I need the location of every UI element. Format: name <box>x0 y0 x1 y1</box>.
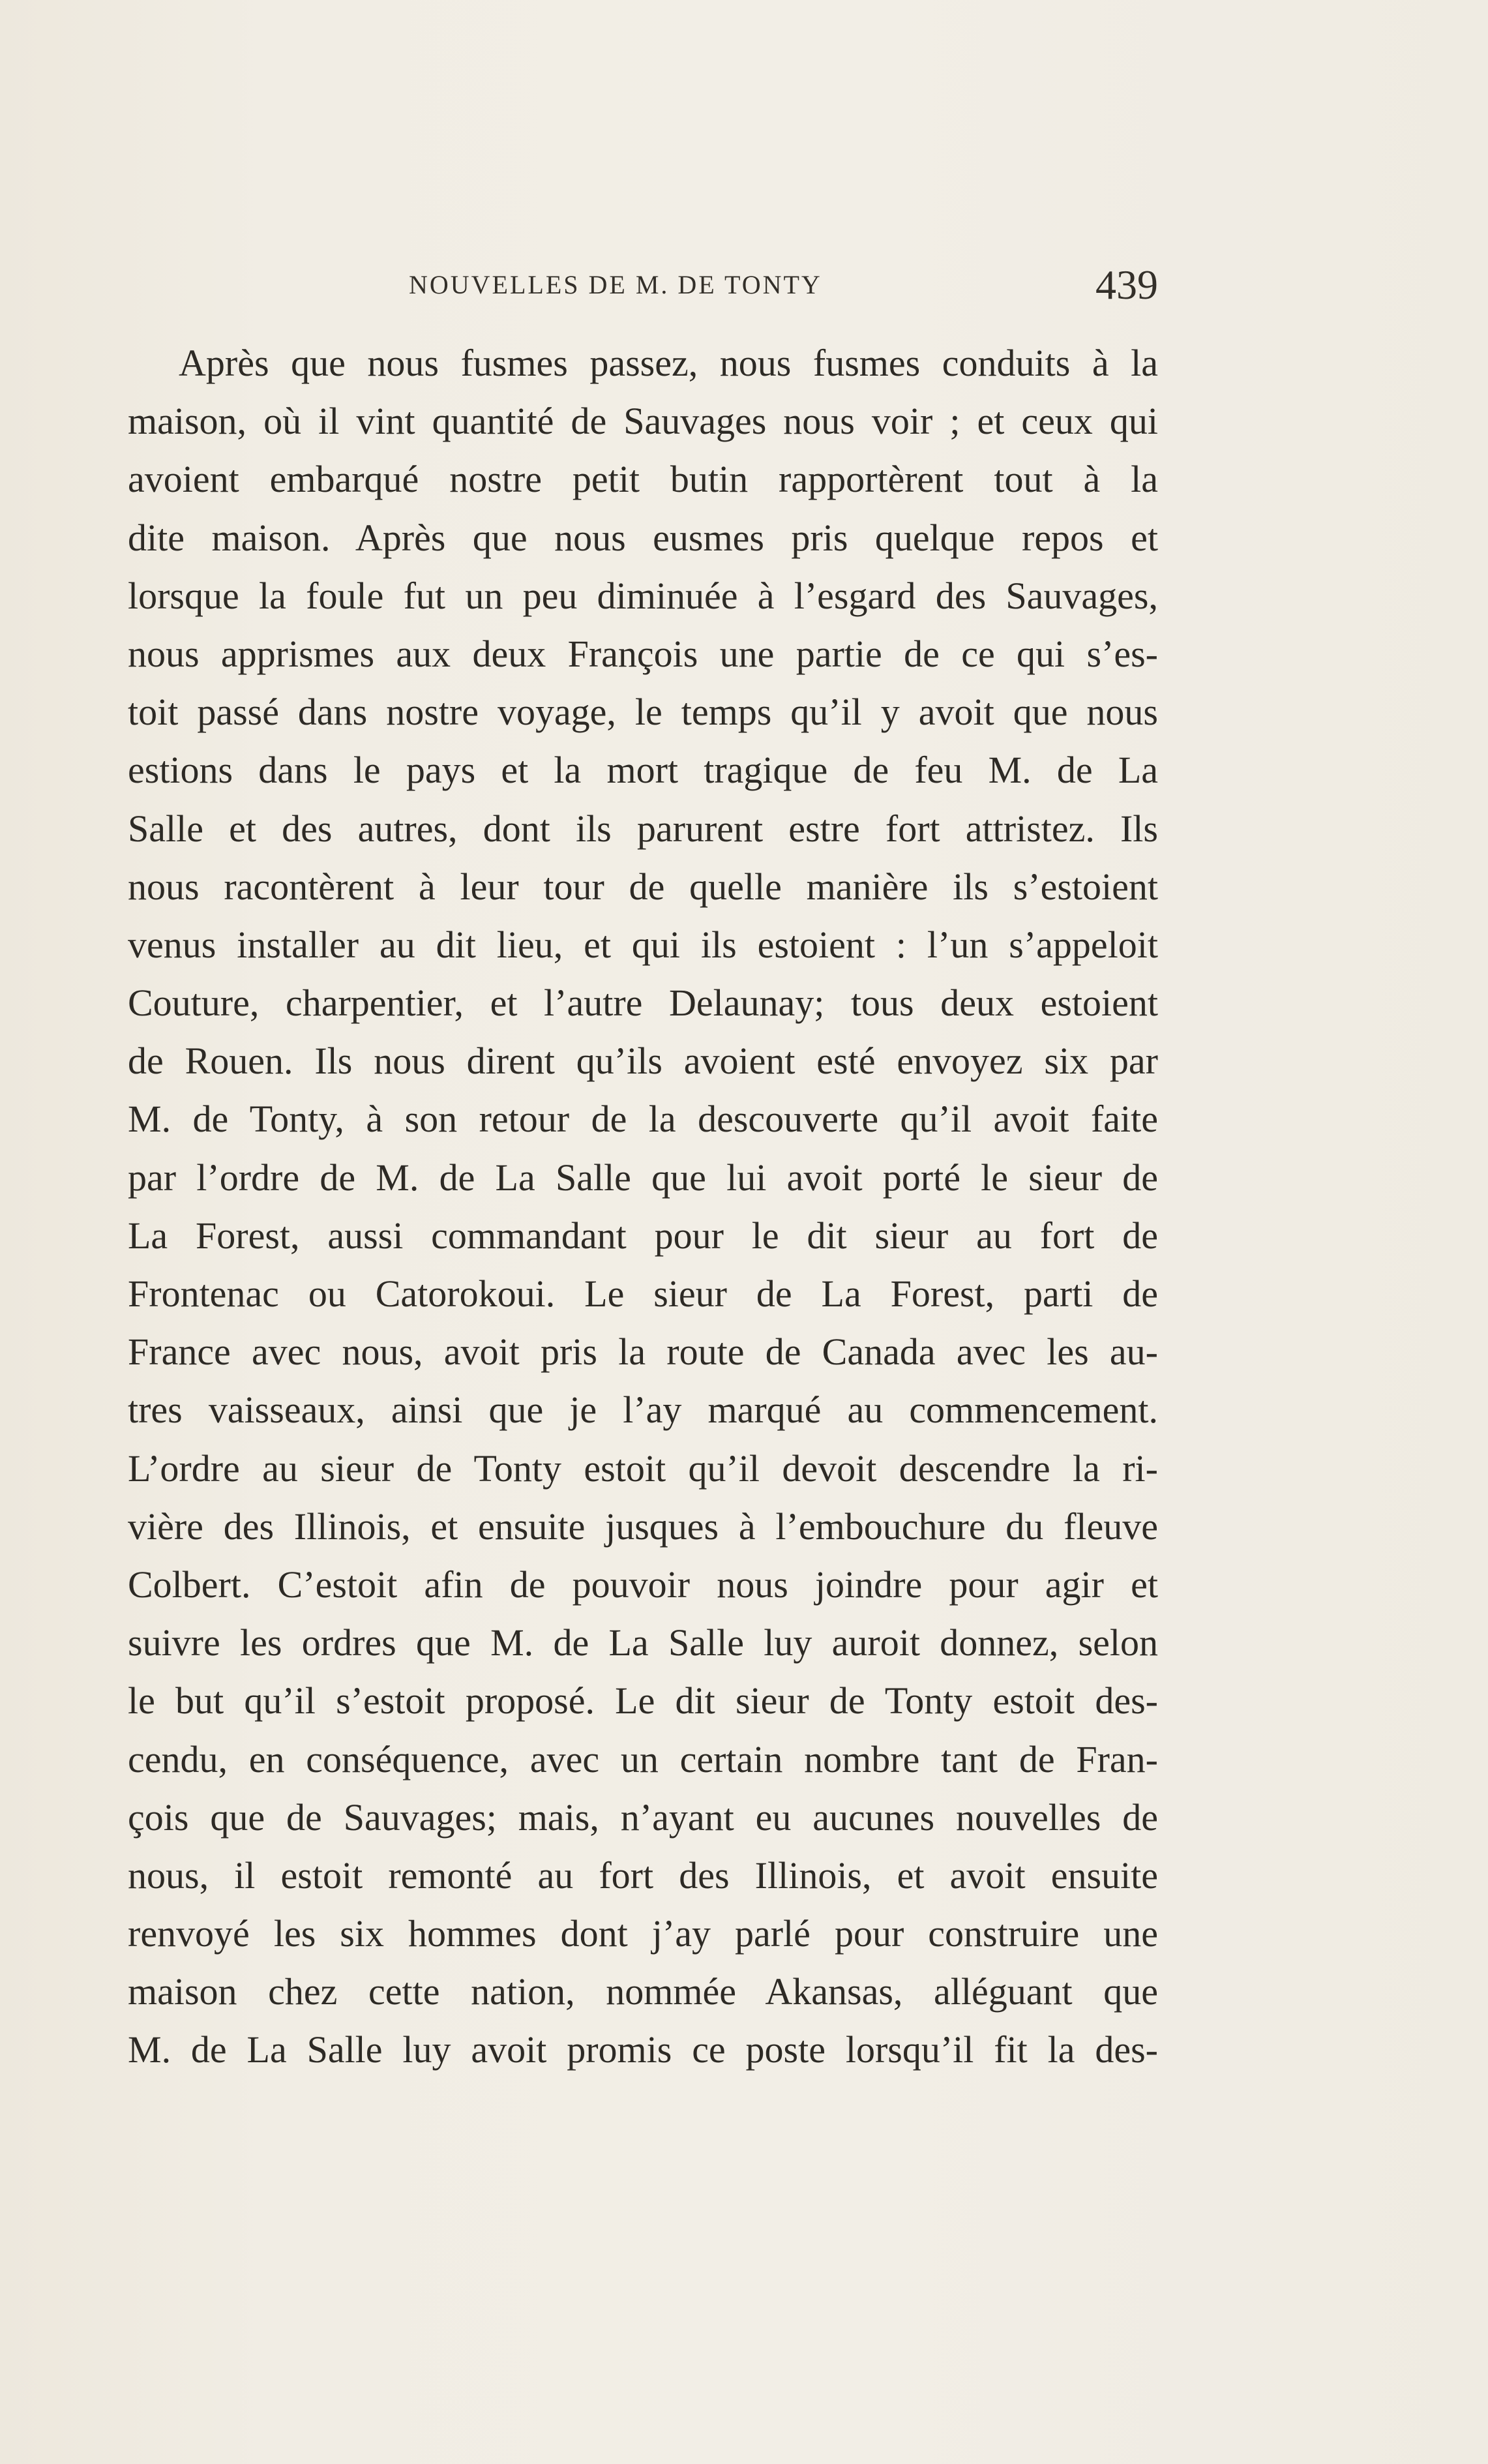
text-line: Salle et des autres, dont ils parurent estre fort attristez. Ils <box>128 807 1158 850</box>
text-line: le but qu’il s’estoit proposé. Le dit sieur de Tonty estoit des- <box>128 1679 1158 1722</box>
text-line: nous, il estoit remonté au fort des Illinois, et avoit ensuite <box>128 1854 1158 1897</box>
text-line: France avec nous, avoit pris la route de Canada avec les au- <box>128 1330 1158 1374</box>
text-line: Après que nous fusmes passez, nous fusmes conduits à la <box>179 342 1158 384</box>
text-line: dite maison. Après que nous eusmes pris quelque repos et <box>128 516 1158 559</box>
text-line: lorsque la foule fut un peu diminuée à l’esgard des Sauvages, <box>128 574 1158 617</box>
text-line: nous apprismes aux deux François une partie de ce qui s’es- <box>128 632 1158 675</box>
text-line: cendu, en conséquence, avec un certain nombre tant de Fran- <box>128 1737 1158 1780</box>
text-line: M. de La Salle luy avoit promis ce poste lorsqu’il fit la des- <box>128 2028 1158 2071</box>
page-number: 439 <box>1095 262 1158 308</box>
text-line: M. de Tonty, à son retour de la descouverte qu’il avoit faite <box>128 1098 1158 1141</box>
text-line: La Forest, aussi commandant pour le dit sieur au fort de <box>128 1214 1158 1257</box>
text-line: venus installer au dit lieu, et qui ils estoient : l’un s’appeloit <box>128 923 1158 966</box>
text-line: suivre les ordres que M. de La Salle luy auroit donnez, selon <box>128 1621 1158 1664</box>
running-head <box>128 263 1158 309</box>
text-line: çois que de Sauvages; mais, n’ayant eu aucunes nouvelles de <box>128 1795 1158 1839</box>
text-line: maison, où il vint quantité de Sauvages nous voir ; et ceux qui <box>128 400 1158 443</box>
text-line: Colbert. C’estoit afin de pouvoir nous joindre pour agir et <box>128 1563 1158 1606</box>
text-line: tres vaisseaux, ainsi que je l’ay marqué au commencement. <box>128 1389 1158 1432</box>
text-line: maison chez cette nation, nommée Akansas, alléguant que <box>128 1970 1158 2013</box>
text-line: de Rouen. Ils nous dirent qu’ils avoient esté envoyez six par <box>128 1040 1158 1083</box>
text-line: avoient embarqué nostre petit butin rapportèrent tout à la <box>128 458 1158 501</box>
text-line: estions dans le pays et la mort tragique de feu M. de La <box>128 749 1158 792</box>
text-line: Couture, charpentier, et l’autre Delaunay; tous deux estoient <box>128 982 1158 1025</box>
text-line: Frontenac ou Catorokoui. Le sieur de La Forest, parti de <box>128 1272 1158 1315</box>
body-text <box>128 334 1158 2079</box>
text-line: L’ordre au sieur de Tonty estoit qu’il devoit descendre la ri- <box>128 1447 1158 1490</box>
text-line: vière des Illinois, et ensuite jusques à l’embouchure du fleuve <box>128 1505 1158 1548</box>
text-line: nous racontèrent à leur tour de quelle manière ils s’estoient <box>128 865 1158 908</box>
text-line: par l’ordre de M. de La Salle que lui avoit porté le sieur de <box>128 1156 1158 1199</box>
text-line: toit passé dans nostre voyage, le temps qu’il y avoit que nous <box>128 691 1158 734</box>
running-title: NOUVELLES DE M. DE TONTY <box>409 270 822 299</box>
text-line: renvoyé les six hommes dont j’ay parlé pour construire une <box>128 1912 1158 1955</box>
